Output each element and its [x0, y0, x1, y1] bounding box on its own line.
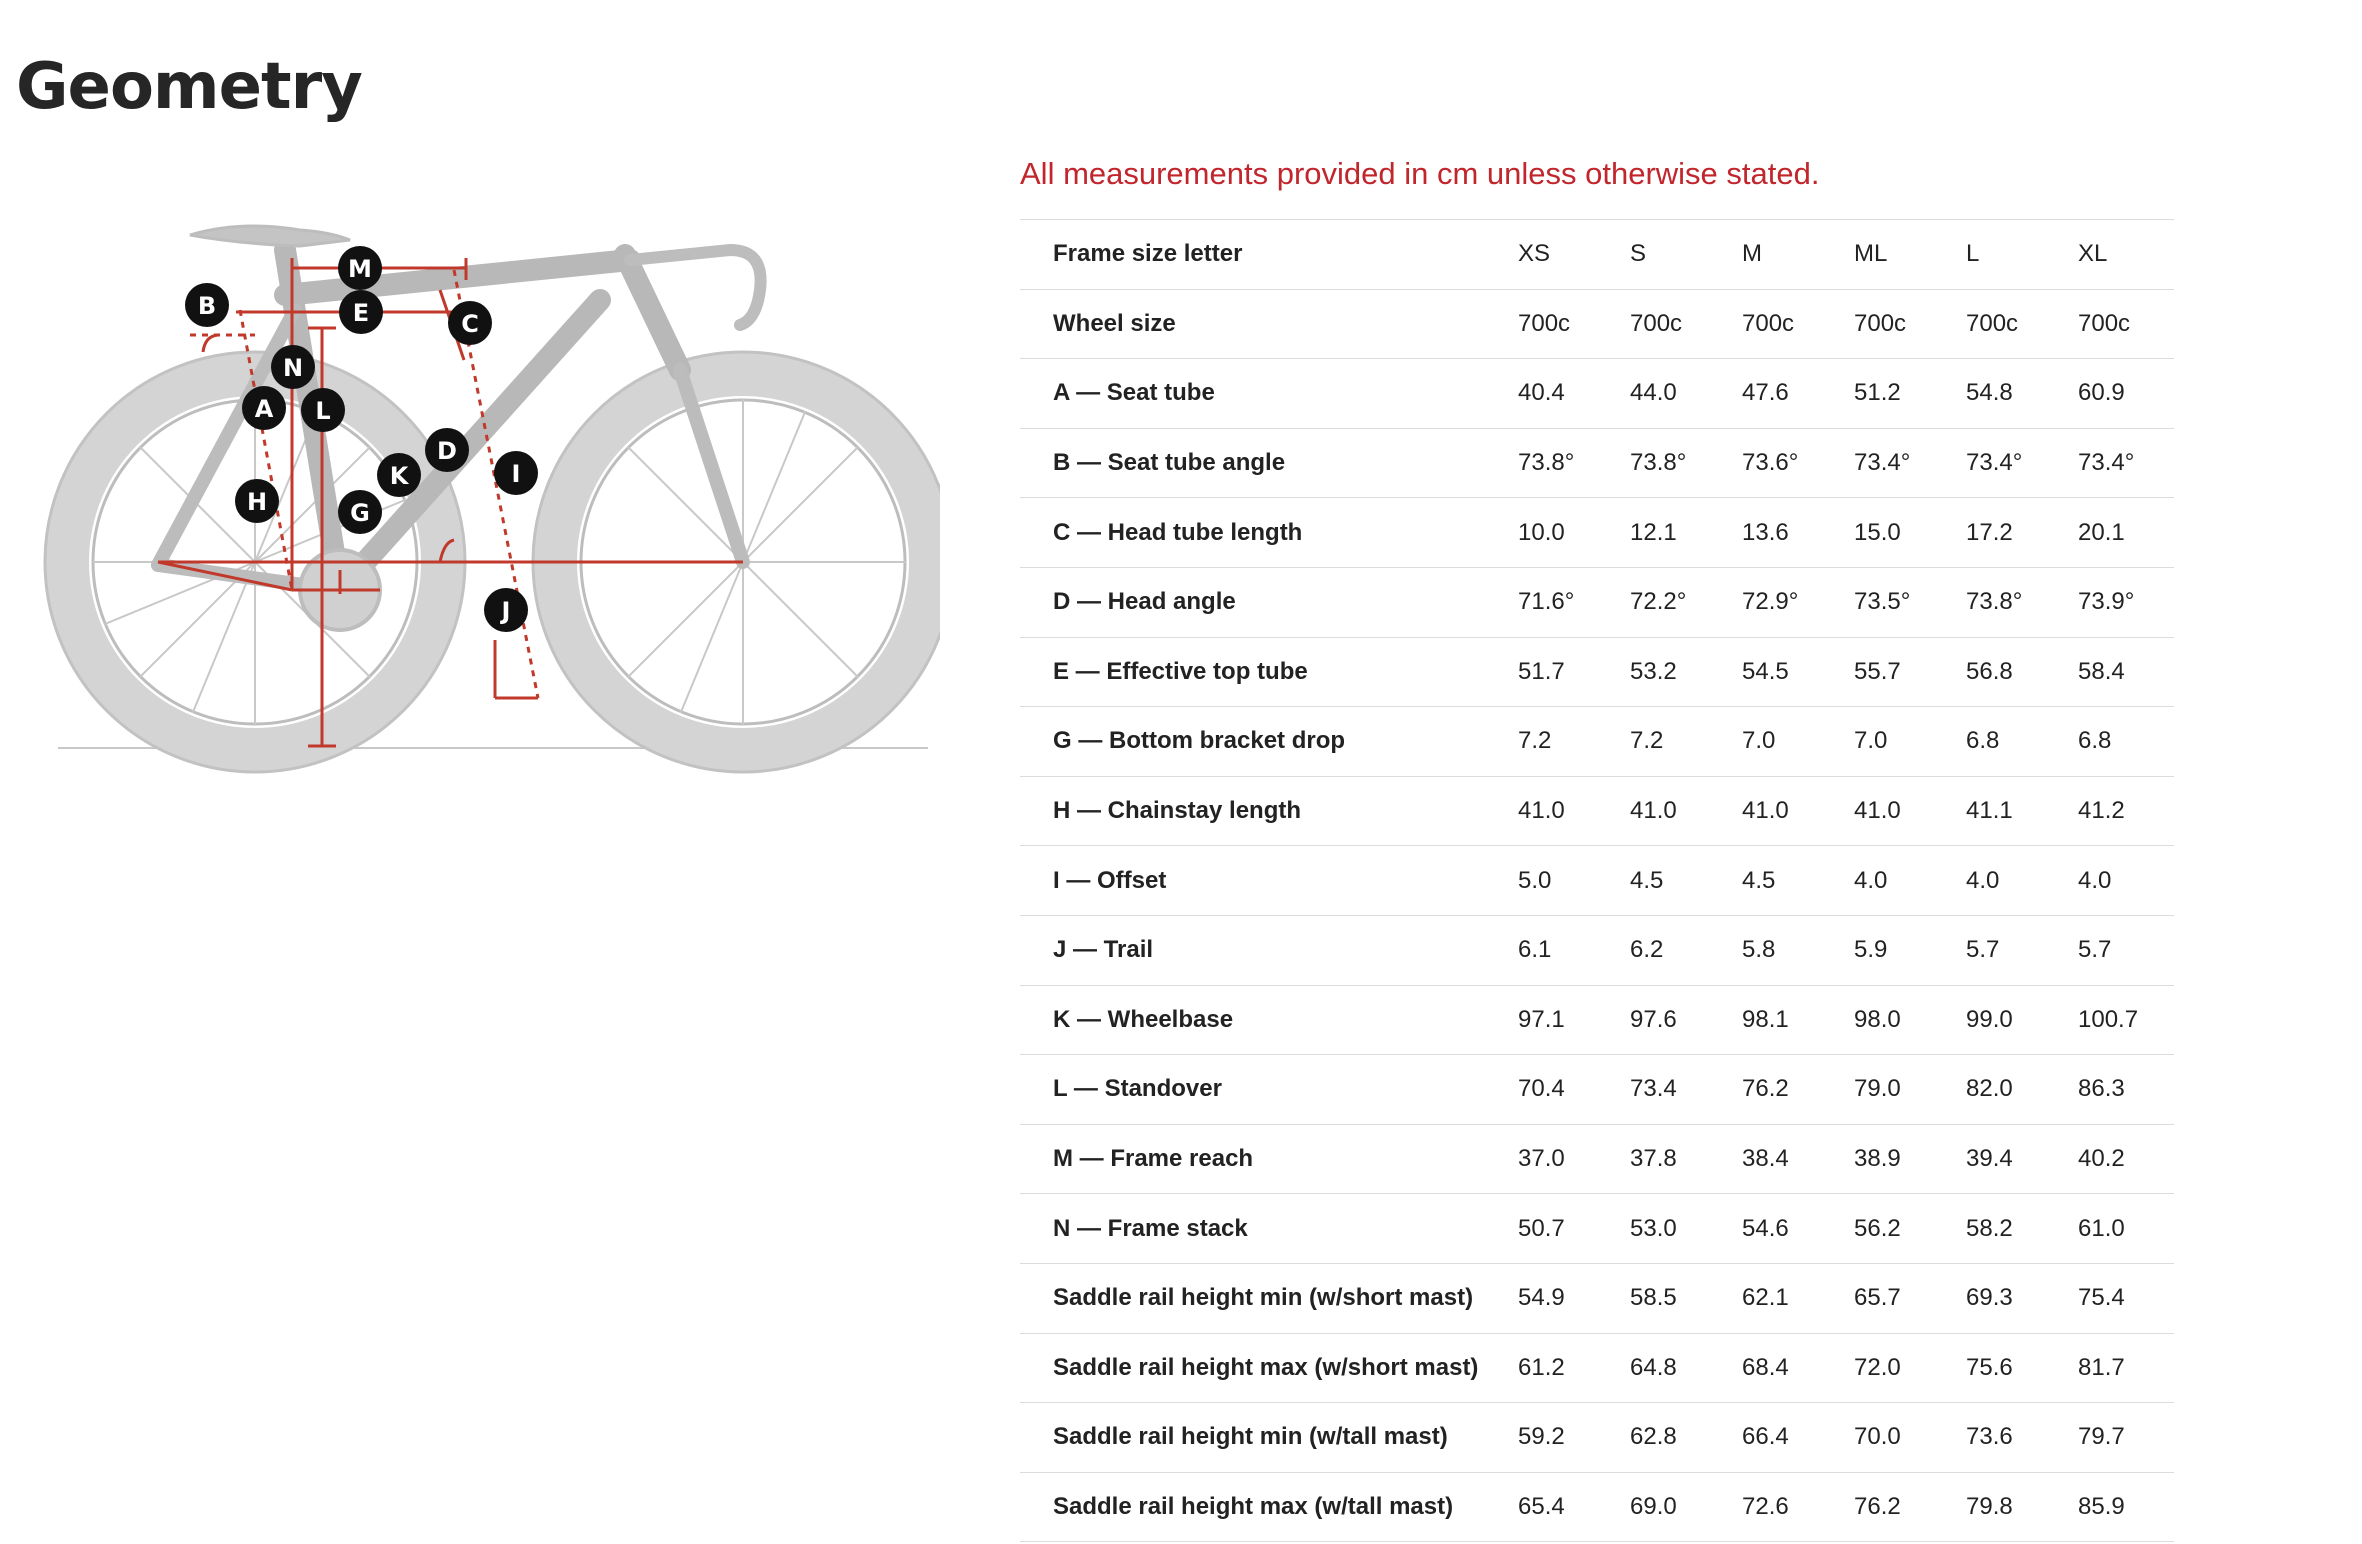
table-cell: 6.2	[1630, 936, 1664, 964]
table-cell: 41.2	[2078, 797, 2125, 825]
table-cell: 54.9	[1518, 1284, 1565, 1312]
marker-g	[338, 490, 382, 534]
table-cell: 6.8	[2078, 727, 2112, 755]
table-row	[1020, 637, 2174, 707]
table-cell: 79.0	[1854, 1075, 1901, 1103]
table-row	[1020, 359, 2174, 429]
table-cell: 37.8	[1630, 1145, 1677, 1173]
header-label: Frame size letter	[1053, 240, 1243, 268]
table-cell: 54.8	[1966, 379, 2013, 407]
table-cell: 47.6	[1742, 379, 1789, 407]
table-cell: 99.0	[1966, 1005, 2013, 1033]
table-cell: 17.2	[1966, 518, 2013, 546]
table-cell: 700c	[1630, 309, 1683, 337]
svg-text:J: J	[501, 597, 511, 625]
table-row	[1020, 1403, 2174, 1473]
table-cell: 12.1	[1630, 518, 1677, 546]
table-row	[1020, 1472, 2174, 1542]
table-cell: 53.0	[1630, 1214, 1677, 1242]
table-cell: 97.6	[1630, 1005, 1677, 1033]
table-cell: 10.0	[1518, 518, 1565, 546]
table-cell: 73.4°	[2078, 449, 2135, 477]
marker-d	[425, 428, 469, 472]
table-cell: 73.8°	[1630, 449, 1687, 477]
table-cell: 41.1	[1966, 797, 2013, 825]
table-cell: 51.2	[1854, 379, 1901, 407]
table-cell: 76.2	[1854, 1492, 1901, 1520]
svg-text:H: H	[246, 488, 268, 516]
table-cell: 5.0	[1518, 866, 1552, 894]
table-cell: 81.7	[2078, 1353, 2125, 1381]
svg-text:G: G	[350, 499, 370, 527]
table-cell: 55.7	[1854, 657, 1901, 685]
row-label: C — Head tube length	[1053, 518, 1303, 546]
geometry-table	[1020, 219, 2174, 1542]
table-cell: 65.4	[1518, 1492, 1565, 1520]
table-cell: 5.8	[1742, 936, 1776, 964]
marker-e	[339, 290, 383, 334]
table-cell: 700c	[1966, 309, 2019, 337]
svg-text:E: E	[352, 299, 370, 327]
table-cell: 59.2	[1518, 1423, 1565, 1451]
table-cell: 97.1	[1518, 1005, 1565, 1033]
svg-text:D: D	[437, 437, 457, 465]
table-cell: 700c	[2078, 309, 2131, 337]
table-cell: 73.4°	[1854, 449, 1911, 477]
row-label: Saddle rail height max (w/short mast)	[1053, 1353, 1479, 1381]
bike-geometry-diagram	[40, 210, 940, 810]
table-cell: 62.8	[1630, 1423, 1677, 1451]
table-cell: 61.2	[1518, 1353, 1565, 1381]
table-cell: 58.2	[1966, 1214, 2013, 1242]
row-label: H — Chainstay length	[1053, 797, 1302, 825]
table-row	[1020, 498, 2174, 568]
table-cell: 53.2	[1630, 657, 1677, 685]
table-cell: 44.0	[1630, 379, 1677, 407]
row-label: D — Head angle	[1053, 588, 1236, 616]
table-cell: 73.6°	[1742, 449, 1799, 477]
row-label: A — Seat tube	[1053, 379, 1215, 407]
table-cell: 98.0	[1854, 1005, 1901, 1033]
table-cell: 39.4	[1966, 1145, 2013, 1173]
table-cell: 5.7	[1966, 936, 2000, 964]
marker-k	[377, 453, 421, 497]
row-label: Saddle rail height max (w/tall mast)	[1053, 1492, 1454, 1520]
table-row	[1020, 707, 2174, 777]
table-cell: 73.6	[1966, 1423, 2013, 1451]
table-cell: 73.8°	[1518, 449, 1575, 477]
marker-m	[338, 246, 382, 290]
table-cell: 73.4°	[1966, 449, 2023, 477]
table-cell: 4.5	[1742, 866, 1776, 894]
size-header-s: S	[1630, 240, 1647, 268]
table-cell: 69.3	[1966, 1284, 2013, 1312]
table-cell: 41.0	[1630, 797, 1677, 825]
table-cell: 40.4	[1518, 379, 1565, 407]
table-row	[1020, 985, 2174, 1055]
table-cell: 73.5°	[1854, 588, 1911, 616]
table-cell: 98.1	[1742, 1005, 1789, 1033]
svg-text:N: N	[282, 354, 304, 382]
row-label: G — Bottom bracket drop	[1053, 727, 1346, 755]
marker-i	[494, 451, 538, 495]
table-row	[1020, 846, 2174, 916]
table-cell: 7.0	[1854, 727, 1888, 755]
marker-a	[242, 386, 286, 430]
table-cell: 4.5	[1630, 866, 1664, 894]
row-label: J — Trail	[1053, 936, 1154, 964]
size-header-xs: XS	[1518, 240, 1551, 268]
table-cell: 41.0	[1854, 797, 1901, 825]
table-cell: 70.0	[1854, 1423, 1901, 1451]
size-header-ml: ML	[1854, 240, 1888, 268]
svg-text:K: K	[389, 462, 409, 490]
row-label: N — Frame stack	[1053, 1214, 1248, 1242]
table-cell: 58.5	[1630, 1284, 1677, 1312]
table-row	[1020, 1194, 2174, 1264]
marker-l	[301, 388, 345, 432]
marker-c	[448, 301, 492, 345]
table-cell: 65.7	[1854, 1284, 1901, 1312]
svg-text:C: C	[461, 310, 479, 338]
table-cell: 100.7	[2078, 1005, 2139, 1033]
table-cell: 700c	[1742, 309, 1795, 337]
table-cell: 50.7	[1518, 1214, 1565, 1242]
table-row	[1020, 567, 2174, 637]
table-cell: 700c	[1518, 309, 1571, 337]
table-cell: 56.2	[1854, 1214, 1901, 1242]
page-title: Geometry	[16, 50, 362, 124]
svg-text:I: I	[511, 460, 521, 488]
svg-text:M: M	[348, 255, 372, 283]
table-cell: 6.8	[1966, 727, 2000, 755]
table-row	[1020, 915, 2174, 985]
table-row	[1020, 1055, 2174, 1125]
table-cell: 71.6°	[1518, 588, 1575, 616]
table-cell: 4.0	[1854, 866, 1888, 894]
table-cell: 72.6	[1742, 1492, 1789, 1520]
table-cell: 41.0	[1518, 797, 1565, 825]
table-cell: 61.0	[2078, 1214, 2125, 1242]
table-cell: 13.6	[1742, 518, 1789, 546]
table-cell: 86.3	[2078, 1075, 2125, 1103]
table-cell: 76.2	[1742, 1075, 1789, 1103]
row-label: B — Seat tube angle	[1053, 449, 1286, 477]
table-cell: 73.9°	[2078, 588, 2135, 616]
size-header-m: M	[1742, 240, 1762, 268]
table-cell: 72.9°	[1742, 588, 1799, 616]
table-row	[1020, 428, 2174, 498]
table-row	[1020, 1333, 2174, 1403]
size-header-l: L	[1966, 240, 1980, 268]
table-cell: 5.7	[2078, 936, 2112, 964]
svg-text:L: L	[315, 397, 331, 425]
table-row	[1020, 776, 2174, 846]
table-cell: 7.2	[1518, 727, 1552, 755]
row-label: L — Standover	[1053, 1075, 1222, 1103]
row-label: Saddle rail height min (w/tall mast)	[1053, 1423, 1448, 1451]
table-cell: 64.8	[1630, 1353, 1677, 1381]
table-cell: 70.4	[1518, 1075, 1565, 1103]
measurement-note: All measurements provided in cm unless otherwise stated.	[1020, 156, 1820, 191]
table-cell: 5.9	[1854, 936, 1888, 964]
table-cell: 69.0	[1630, 1492, 1677, 1520]
table-cell: 79.7	[2078, 1423, 2125, 1451]
table-cell: 51.7	[1518, 657, 1565, 685]
marker-n	[271, 345, 315, 389]
table-cell: 73.4	[1630, 1075, 1677, 1103]
svg-text:A: A	[254, 395, 274, 423]
row-label: Wheel size	[1053, 309, 1176, 337]
table-cell: 41.0	[1742, 797, 1789, 825]
table-cell: 7.2	[1630, 727, 1664, 755]
table-cell: 75.6	[1966, 1353, 2013, 1381]
table-cell: 73.8°	[1966, 588, 2023, 616]
table-cell: 75.4	[2078, 1284, 2125, 1312]
table-row	[1020, 1124, 2174, 1194]
table-cell: 7.0	[1742, 727, 1776, 755]
marker-j	[484, 588, 528, 632]
row-label: M — Frame reach	[1053, 1145, 1254, 1173]
table-cell: 82.0	[1966, 1075, 2013, 1103]
table-cell: 15.0	[1854, 518, 1901, 546]
table-cell: 6.1	[1518, 936, 1552, 964]
size-header-xl: XL	[2078, 240, 2108, 268]
table-cell: 62.1	[1742, 1284, 1789, 1312]
table-cell: 79.8	[1966, 1492, 2013, 1520]
marker-b	[185, 283, 229, 327]
table-cell: 38.9	[1854, 1145, 1901, 1173]
table-cell: 56.8	[1966, 657, 2013, 685]
table-cell: 4.0	[2078, 866, 2112, 894]
table-cell: 38.4	[1742, 1145, 1789, 1173]
table-cell: 20.1	[2078, 518, 2125, 546]
table-cell: 72.0	[1854, 1353, 1901, 1381]
table-cell: 37.0	[1518, 1145, 1565, 1173]
table-cell: 68.4	[1742, 1353, 1789, 1381]
table-row	[1020, 289, 2174, 359]
table-cell: 60.9	[2078, 379, 2125, 407]
row-label: K — Wheelbase	[1053, 1005, 1234, 1033]
table-cell: 54.6	[1742, 1214, 1789, 1242]
svg-text:B: B	[197, 292, 217, 320]
marker-h	[235, 479, 279, 523]
table-cell: 4.0	[1966, 866, 2000, 894]
table-cell: 40.2	[2078, 1145, 2125, 1173]
row-label: Saddle rail height min (w/short mast)	[1053, 1284, 1474, 1312]
bike-silhouette	[45, 226, 940, 772]
table-cell: 66.4	[1742, 1423, 1789, 1451]
row-label: I — Offset	[1053, 866, 1167, 894]
table-cell: 72.2°	[1630, 588, 1687, 616]
table-cell: 54.5	[1742, 657, 1789, 685]
table-row	[1020, 1263, 2174, 1333]
table-cell: 58.4	[2078, 657, 2125, 685]
row-label: E — Effective top tube	[1053, 657, 1308, 685]
table-cell: 700c	[1854, 309, 1907, 337]
table-header-row	[1020, 220, 2174, 290]
table-cell: 85.9	[2078, 1492, 2125, 1520]
